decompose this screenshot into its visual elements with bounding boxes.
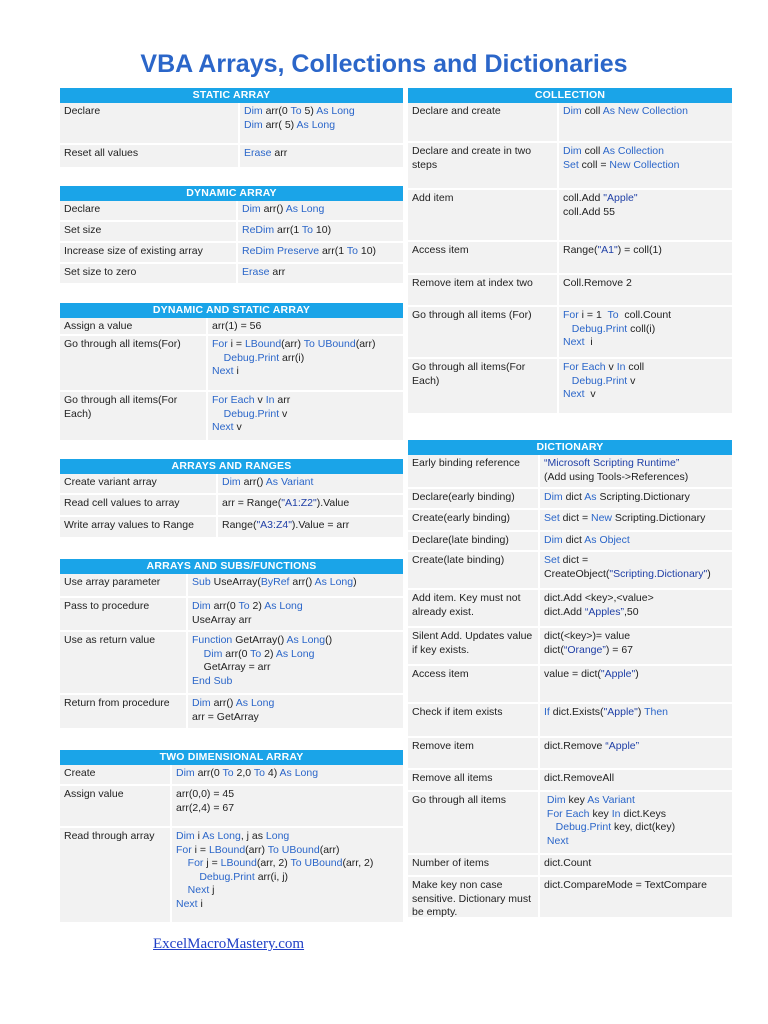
row-label: Use array parameter bbox=[64, 576, 161, 588]
row-code bbox=[236, 222, 403, 241]
row-label: Declare and create in two steps bbox=[412, 145, 532, 171]
section-header: DYNAMIC ARRAY bbox=[60, 186, 403, 201]
code-line: Dim key As Variant bbox=[546, 794, 635, 806]
row-label: Add item bbox=[412, 192, 454, 204]
row-label: Access item bbox=[412, 244, 469, 256]
table-row bbox=[408, 666, 732, 704]
row-label: Check if item exists bbox=[412, 706, 503, 718]
code-line: dict.Add <key>,<value> bbox=[544, 592, 654, 604]
row-label: Create variant array bbox=[64, 476, 157, 488]
row-code bbox=[206, 392, 403, 440]
section-header: COLLECTION bbox=[408, 88, 732, 103]
code-line: dict.Add “Apples”,50 bbox=[544, 605, 639, 618]
row-code bbox=[186, 574, 403, 596]
code-line: dict.RemoveAll bbox=[544, 772, 615, 784]
row-label: Number of items bbox=[412, 857, 490, 869]
row-label: Create bbox=[64, 767, 96, 779]
row-code bbox=[538, 532, 732, 550]
row-label: Remove all items bbox=[412, 772, 493, 784]
code-line: coll.Add 55 bbox=[563, 205, 615, 218]
code-line: Next v bbox=[563, 388, 596, 400]
row-code bbox=[206, 336, 403, 390]
table-row bbox=[60, 517, 403, 539]
table-row bbox=[408, 143, 732, 190]
row-code bbox=[557, 143, 732, 188]
code-line: Dim arr() As Long bbox=[242, 203, 325, 215]
section-arrays-subs bbox=[60, 559, 403, 730]
table-row bbox=[408, 489, 732, 510]
code-line: Debug.Print arr(i) bbox=[223, 351, 305, 364]
code-line: GetArray = arr bbox=[192, 661, 271, 673]
code-line: Set dict = New Scripting.Dictionary bbox=[544, 512, 706, 524]
section-dynamic-static-array bbox=[60, 303, 403, 442]
table-row bbox=[408, 738, 732, 770]
code-line: Range("A1") = coll(1) bbox=[563, 244, 662, 256]
code-line: Set dict = bbox=[544, 554, 589, 566]
code-line: For i = 1 To coll.Count bbox=[563, 309, 672, 321]
row-code bbox=[170, 765, 403, 784]
row-label: Declare and create bbox=[412, 105, 501, 117]
row-label: Remove item at index two bbox=[412, 277, 533, 289]
table-row bbox=[60, 574, 403, 598]
section-collection bbox=[408, 88, 732, 415]
code-line: Dim i As Long, j as Long bbox=[176, 830, 290, 842]
row-code bbox=[538, 489, 732, 508]
row-label: Create(late binding) bbox=[412, 554, 505, 566]
code-line: Dim arr( 5) As Long bbox=[244, 118, 336, 131]
row-code bbox=[557, 190, 732, 240]
row-code bbox=[186, 695, 403, 728]
code-line: Debug.Print v bbox=[571, 374, 636, 387]
section-header: DICTIONARY bbox=[408, 440, 732, 455]
code-line: coll.Add "Apple" bbox=[563, 192, 638, 204]
row-code bbox=[238, 145, 403, 167]
code-line: dict.Count bbox=[544, 857, 592, 869]
code-line: For Each v In coll bbox=[563, 361, 645, 373]
code-line: Dim arr() As Long bbox=[192, 697, 275, 709]
table-row bbox=[60, 474, 403, 495]
code-line: Dim arr(0 To 2,0 To 4) As Long bbox=[176, 767, 319, 779]
row-label: Assign a value bbox=[64, 320, 133, 332]
table-row bbox=[408, 855, 732, 877]
row-label: Make key non case sensitive. Dictionary must be empty. bbox=[412, 879, 532, 918]
code-line: End Sub bbox=[192, 674, 233, 687]
code-line: Dim coll As Collection bbox=[563, 145, 664, 157]
row-label: Use as return value bbox=[64, 634, 156, 646]
row-label: Early binding reference bbox=[412, 457, 520, 469]
row-label: Go through all items(For Each) bbox=[412, 361, 526, 387]
page-title: VBA Arrays, Collections and Dictionaries bbox=[140, 50, 628, 78]
code-line: CreateObject("Scripting.Dictionary") bbox=[544, 567, 711, 580]
section-dynamic-array bbox=[60, 186, 403, 285]
row-code bbox=[216, 474, 403, 493]
table-row bbox=[408, 532, 732, 552]
section-header: ARRAYS AND SUBS/FUNCTIONS bbox=[60, 559, 403, 574]
code-line: For Each v In arr bbox=[212, 394, 291, 406]
code-line: dict(<key>)= value bbox=[544, 630, 631, 642]
row-label: Write array values to Range bbox=[64, 519, 194, 531]
code-line: Next bbox=[546, 834, 569, 847]
table-row bbox=[408, 628, 732, 666]
row-label: Return from procedure bbox=[64, 697, 170, 709]
code-line: Next j bbox=[187, 884, 215, 896]
table-row bbox=[60, 264, 403, 285]
row-code bbox=[557, 103, 732, 141]
code-line: Next v bbox=[212, 421, 242, 433]
row-code bbox=[236, 243, 403, 262]
code-line: ReDim Preserve arr(1 To 10) bbox=[242, 245, 377, 257]
row-code bbox=[557, 275, 732, 305]
row-label: Increase size of existing array bbox=[64, 245, 203, 257]
table-row bbox=[60, 695, 403, 730]
row-code bbox=[216, 495, 403, 515]
code-line: For Each key In dict.Keys bbox=[546, 807, 667, 820]
row-label: Read through array bbox=[64, 830, 155, 842]
code-line: For i = LBound(arr) To UBound(arr) bbox=[176, 843, 340, 856]
code-line: “Microsoft Scripting Runtime” bbox=[544, 457, 680, 469]
row-code bbox=[557, 359, 732, 413]
section-header: TWO DIMENSIONAL ARRAY bbox=[60, 750, 403, 765]
code-line: Range("A3:Z4").Value = arr bbox=[222, 519, 350, 531]
code-line: Next i bbox=[176, 897, 203, 910]
code-line: Erase arr bbox=[242, 266, 286, 278]
row-label: Set size to zero bbox=[64, 266, 137, 278]
code-line: Debug.Print coll(i) bbox=[571, 322, 656, 335]
code-line: Sub UseArray(ByRef arr() As Long) bbox=[192, 576, 357, 588]
code-line: Coll.Remove 2 bbox=[563, 277, 632, 289]
table-row bbox=[408, 552, 732, 590]
row-label: Access item bbox=[412, 668, 469, 680]
row-code bbox=[538, 770, 732, 790]
code-line: Dim coll As New Collection bbox=[563, 105, 688, 117]
table-row bbox=[60, 243, 403, 264]
table-row bbox=[408, 103, 732, 143]
code-line: Debug.Print v bbox=[223, 407, 288, 420]
section-dictionary bbox=[408, 440, 732, 919]
code-line: arr(0,0) = 45 bbox=[176, 788, 235, 800]
code-line: dict(“Orange”) = 67 bbox=[544, 643, 634, 656]
row-label: Go through all items bbox=[412, 794, 506, 806]
row-code bbox=[557, 307, 732, 357]
section-two-dim-array bbox=[60, 750, 403, 924]
row-label: Set size bbox=[64, 224, 102, 236]
row-code bbox=[538, 510, 732, 530]
row-code bbox=[538, 792, 732, 853]
row-label: Read cell values to array bbox=[64, 497, 180, 509]
row-code bbox=[238, 103, 403, 143]
section-header: ARRAYS AND RANGES bbox=[60, 459, 403, 474]
table-row bbox=[408, 792, 732, 855]
code-line: arr = GetArray bbox=[192, 710, 259, 723]
table-row bbox=[60, 828, 403, 924]
row-label: Remove item bbox=[412, 740, 474, 752]
table-row bbox=[60, 765, 403, 786]
code-line: For i = LBound(arr) To UBound(arr) bbox=[212, 338, 376, 350]
code-line: Dim arr(0 To 2) As Long bbox=[192, 600, 303, 612]
code-line: arr = Range("A1:Z2").Value bbox=[222, 497, 350, 509]
table-row bbox=[60, 598, 403, 632]
row-label: Silent Add. Updates value if key exists. bbox=[412, 630, 533, 656]
table-row bbox=[408, 770, 732, 792]
table-row bbox=[408, 510, 732, 532]
row-label: Go through all items(For Each) bbox=[64, 394, 178, 420]
row-code bbox=[186, 598, 403, 630]
row-code bbox=[538, 628, 732, 664]
row-code bbox=[186, 632, 403, 693]
row-label: Go through all items (For) bbox=[412, 309, 532, 321]
code-line: (Add using Tools->References) bbox=[544, 470, 689, 483]
code-line: Erase arr bbox=[244, 147, 288, 159]
row-label: Go through all items(For) bbox=[64, 338, 181, 350]
table-row bbox=[60, 495, 403, 517]
row-code bbox=[538, 552, 732, 588]
section-static-array bbox=[60, 88, 403, 169]
section-header: STATIC ARRAY bbox=[60, 88, 403, 103]
code-line: Dim arr() As Variant bbox=[222, 476, 314, 488]
code-line: Dim dict As Scripting.Dictionary bbox=[544, 491, 690, 503]
row-code bbox=[538, 855, 732, 875]
row-code bbox=[216, 517, 403, 537]
code-line: Dim arr(0 To 5) As Long bbox=[244, 105, 355, 117]
code-line: value = dict("Apple") bbox=[544, 668, 639, 680]
code-line: arr(1) = 56 bbox=[212, 320, 262, 332]
table-row bbox=[408, 275, 732, 307]
table-row bbox=[408, 307, 732, 359]
row-code bbox=[538, 666, 732, 702]
code-line: Debug.Print arr(i, j) bbox=[199, 870, 289, 883]
table-row bbox=[60, 103, 403, 145]
row-label: Add item. Key must not already exist. bbox=[412, 592, 521, 618]
table-row bbox=[408, 242, 732, 275]
table-row bbox=[60, 145, 403, 169]
code-line: Dim dict As Object bbox=[544, 534, 630, 546]
table-row bbox=[60, 786, 403, 828]
row-label: Pass to procedure bbox=[64, 600, 150, 612]
table-row bbox=[408, 359, 732, 415]
row-code bbox=[538, 590, 732, 626]
table-row bbox=[60, 222, 403, 243]
row-code bbox=[538, 704, 732, 736]
row-label: Assign value bbox=[64, 788, 124, 800]
code-line: For j = LBound(arr, 2) To UBound(arr, 2) bbox=[187, 857, 374, 869]
row-code bbox=[557, 242, 732, 273]
code-line: Function GetArray() As Long() bbox=[192, 634, 333, 646]
code-line: dict.CompareMode = TextCompare bbox=[544, 879, 707, 891]
row-label: Declare(early binding) bbox=[412, 491, 515, 503]
code-line: Next i bbox=[212, 365, 239, 377]
table-row bbox=[60, 336, 403, 392]
table-row bbox=[408, 877, 732, 919]
row-label: Declare bbox=[64, 105, 101, 117]
table-row bbox=[408, 190, 732, 242]
row-code bbox=[538, 877, 732, 917]
row-code bbox=[170, 786, 403, 826]
row-code bbox=[538, 455, 732, 487]
section-header: DYNAMIC AND STATIC ARRAY bbox=[60, 303, 403, 318]
table-row bbox=[60, 632, 403, 695]
row-code bbox=[236, 264, 403, 283]
code-line: UseArray arr bbox=[192, 613, 252, 626]
row-code bbox=[538, 738, 732, 768]
row-code bbox=[236, 201, 403, 220]
table-row bbox=[60, 201, 403, 222]
section-arrays-ranges bbox=[60, 459, 403, 539]
row-label: Create(early binding) bbox=[412, 512, 511, 524]
table-row bbox=[60, 318, 403, 336]
row-label: Reset all values bbox=[64, 147, 139, 159]
code-line: arr(2,4) = 67 bbox=[176, 801, 235, 814]
code-line: Next i bbox=[563, 336, 593, 348]
excelmacromastery-link[interactable]: ExcelMacroMastery.com bbox=[153, 936, 305, 952]
code-line: Set coll = New Collection bbox=[563, 158, 680, 171]
code-line: ReDim arr(1 To 10) bbox=[242, 224, 332, 236]
table-row bbox=[408, 704, 732, 738]
code-line: If dict.Exists("Apple") Then bbox=[544, 706, 669, 718]
row-label: Declare bbox=[64, 203, 101, 215]
row-code bbox=[206, 318, 403, 334]
row-code bbox=[170, 828, 403, 922]
code-line: Dim arr(0 To 2) As Long bbox=[203, 647, 315, 660]
code-line: Debug.Print key, dict(key) bbox=[555, 821, 676, 833]
code-line: dict.Remove “Apple” bbox=[544, 740, 640, 752]
table-row bbox=[408, 455, 732, 489]
table-row bbox=[60, 392, 403, 442]
table-row bbox=[408, 590, 732, 628]
row-label: Declare(late binding) bbox=[412, 534, 509, 546]
